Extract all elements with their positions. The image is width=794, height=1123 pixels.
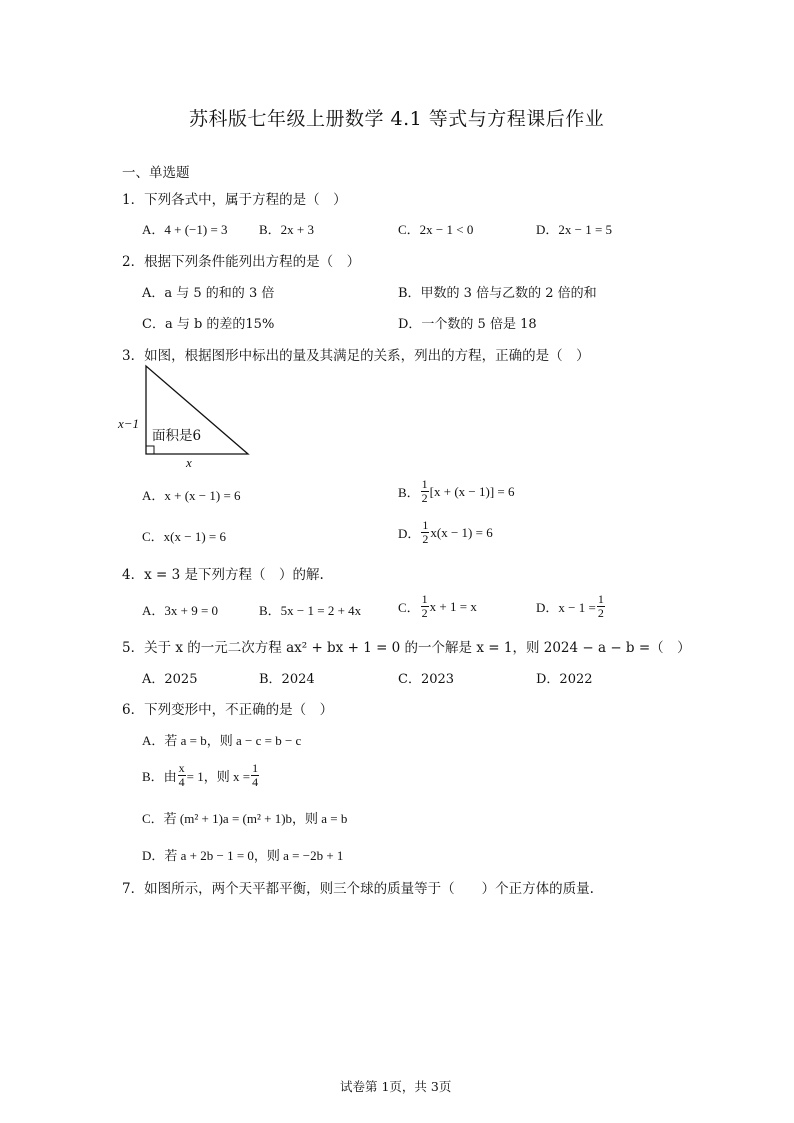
question-1-stem: 1．下列各式中，属于方程的是（ ） [122,192,347,208]
q1-option-c[interactable]: C．2x − 1 < 0 [398,222,474,237]
question-3-stem: 3．如图，根据图形中标出的量及其满足的关系，列出的方程，正确的是（ ） [122,348,590,364]
page-footer: 试卷第 1页，共 3页 [340,1079,452,1094]
q5-option-a[interactable]: A．2025 [142,672,198,687]
q3b-frac-num: 1 [421,477,428,491]
q6-option-b[interactable]: B．由 $\frac{x}{4}$ = 1，则 x = $\frac{1}{4}$ [142,761,259,789]
question-6-stem: 6．下列变形中，不正确的是（ ） [122,702,334,718]
q3-option-a[interactable]: A．x + (x − 1) = 6 [142,488,241,503]
q6-option-c[interactable]: C．若 (m² + 1)a = (m² + 1)b，则 a = b [142,811,348,826]
question-4-stem: 4．x = 3 是下列方程（ ）的解. [122,567,324,583]
q4-option-a[interactable]: A．3x + 9 = 0 [142,603,219,618]
page-title: 苏科版七年级上册数学 4.1 等式与方程课后作业 [189,108,605,130]
section-heading: 一、单选题 [122,165,190,181]
triangle-area-label: 面积是6 [152,428,202,444]
q4-option-b[interactable]: B．5x − 1 = 2 + 4x [259,603,362,618]
question-5-stem: 5．关于 x 的一元二次方程 ax² + bx + 1 = 0 的一个解是 x = 1，则 2024 − a − b =（ ） [122,640,691,656]
q5-option-c[interactable]: C．2023 [398,672,455,687]
q3-option-c[interactable]: C．x(x − 1) = 6 [142,529,226,544]
triangle-side-label: x−1 [118,416,140,431]
q1-option-b[interactable]: B．2x + 3 [259,222,315,237]
q6-option-a[interactable]: A．若 a = b，则 a − c = b − c [142,733,302,748]
q2-option-d[interactable]: D．一个数的 5 倍是 18 [398,317,537,332]
q1-option-d[interactable]: D．2x − 1 = 5 [536,222,613,237]
q2-option-c[interactable]: C．a 与 b 的差的15% [142,317,275,332]
q3-option-b[interactable]: B． $\frac{1}{2}$ [x + (x − 1)] = 6 [398,477,515,505]
q3d-frac-num: 1 [422,518,429,532]
q2-option-a[interactable]: A．a 与 5 的和的 3 倍 [142,286,275,301]
triangle-base-label: x [186,455,192,470]
q3b-expression: [x + (x − 1)] = 6 [429,483,515,499]
q3d-frac-den: 2 [422,532,429,546]
q5-option-d[interactable]: D．2022 [536,672,593,687]
q3d-expression: x(x − 1) = 6 [430,524,493,540]
q2-option-b[interactable]: B．甲数的 3 倍与乙数的 2 倍的和 [398,286,597,301]
q4-option-c[interactable]: C． $\frac{1}{2}$ x + 1 = x [398,592,477,620]
q4-option-d[interactable]: D．x − 1 = $\frac{1}{2}$ [536,592,604,620]
question-7-stem: 7．如图所示，两个天平都平衡，则三个球的质量等于（ ）个正方体的质量. [122,881,594,897]
question-2-stem: 2．根据下列条件能列出方程的是（ ） [122,254,361,270]
q1-option-a[interactable]: A．4 + (−1) = 3 [142,222,228,237]
q3-option-d[interactable]: D． $\frac{1}{2}$ x(x − 1) = 6 [398,518,493,546]
q3b-frac-den: 2 [421,491,428,505]
q6-option-d[interactable]: D．若 a + 2b − 1 = 0，则 a = −2b + 1 [142,848,344,863]
q5-option-b[interactable]: B．2024 [259,672,315,687]
